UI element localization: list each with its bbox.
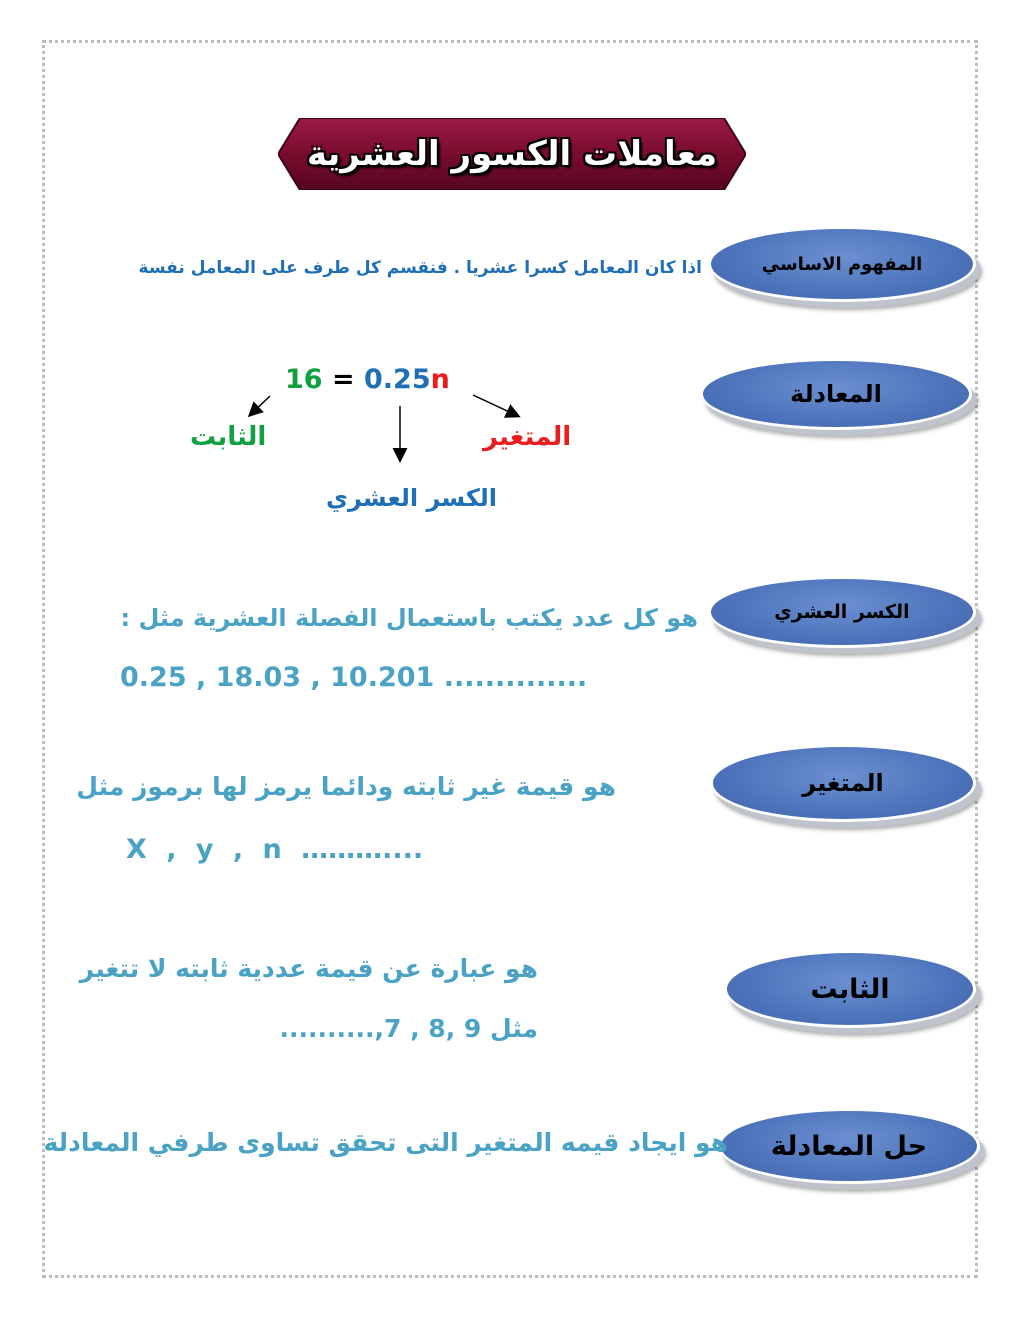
label-equation: المعادلة (700, 358, 972, 430)
label-solving: حل المعادلة (718, 1108, 980, 1184)
decimal-label: الكسر العشري (326, 484, 498, 512)
equation-coefficient: 0.25 (364, 364, 431, 395)
constant-definition: هو عبارة عن قيمة عددية ثابته لا تتغير (79, 954, 538, 983)
label-constant: الثابت (724, 950, 976, 1028)
constant-label: الثابت (190, 422, 267, 452)
variable-definition: هو قيمة غير ثابته ودائما يرمز لها برموز مثل (76, 772, 616, 801)
basic-concept-text: اذا كان المعامل كسرا عشريا . فنقسم كل طرف على المعامل نفسة (138, 258, 702, 278)
solving-definition: هو ايجاد قيمه المتغير التى تحقق تساوى طرفي المعادلة (43, 1128, 728, 1157)
equation-equals: = (331, 364, 355, 395)
arrow-to-variable (473, 395, 518, 416)
label-variable: المتغير (710, 744, 976, 822)
variable-label: المتغير (483, 422, 572, 452)
page-title: معاملات الكسور العشرية (306, 134, 718, 174)
equation-variable: n (430, 364, 450, 395)
label-decimal-fraction: الكسر العشري (708, 576, 976, 648)
decimal-definition: هو كل عدد يكتب باستعمال الفصلة العشرية مثل : (120, 604, 698, 632)
decimal-examples: 0.25 , 18.03 , 10.201 .............. (120, 662, 588, 693)
arrow-to-constant (250, 396, 270, 415)
label-basic-concept: المفهوم الاساسي (708, 226, 976, 302)
constant-examples: مثل 9 ,8 , 7,.......... (279, 1014, 538, 1043)
variable-examples: X , y , n ……….... (126, 834, 424, 865)
equation-constant: 16 (285, 364, 323, 395)
